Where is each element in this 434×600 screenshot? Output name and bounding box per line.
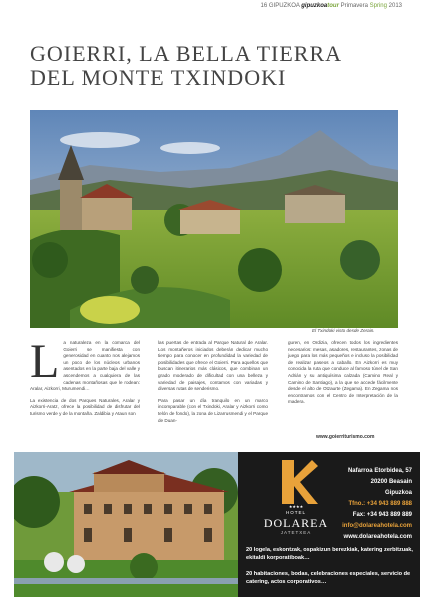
header-year: 2013: [388, 3, 402, 9]
hotel-contact: [342, 466, 412, 543]
logo-hotel-label: HOTEL: [285, 510, 306, 515]
logo-word: DOLAREA: [263, 516, 329, 530]
article-column-1: [30, 335, 140, 423]
paragraph: las puertas de entrada al Parque Natural de Aralar. Los montañeros iniciados deberán dedicar mucho tiempo para conocer en profundidad la variedad de posibilidades que ofrece el Goierri. Para aquellos que buscan itinerarios más clásicos, que combinan un grado moderado de dificultad con una belleza y variedad de paisajes, contamos con variadas y diversas rutas de senderismo.: [158, 340, 268, 392]
paragraph: guren, en Ordizia, ofrecen todos los ingredientes necesarios: mesas, asadores, restaurantes, zonas de juego para los más pequeños e incluso la posibilidad de realizar paseos a caballo. En Aizkorri es muy conocida la ruta que conduce al famoso túnel de San Adrián y su antiquísima calzada (Camino Real y Camino de Santiago), a la que se accede fácilmente desde el alto de Otzaurte (Zegama). En Zegama nos encontramos con el Centro de Interpretación de la madera.: [288, 340, 398, 405]
landscape-photo: [30, 110, 398, 328]
logo-mark-icon: [282, 460, 318, 504]
paragraph: La naturaleza en la comarca del Goierri se manifiesta con generosidad en cuanto nos alejamos un poco de los núcleos urbanos asentados en la parte baja del valle y ascendemos a cualquiera de las cadenas montañosas que le rodean: Aralar, Aizkorri, Murumendi…: [30, 335, 140, 392]
article-column-3: [288, 340, 398, 411]
address-line-1: Nafarroa Etorbidea, 57: [347, 468, 412, 474]
ad-text-spanish: 20 habitaciones, bodas, celebraciones especiales, servicio de catering, actos corporativos…: [246, 571, 411, 585]
drop-cap: L: [30, 335, 60, 388]
header-section: GIPUZKOA: [268, 3, 300, 9]
logo-stars: ★★★★: [288, 504, 304, 509]
hotel-logo: [254, 452, 338, 542]
article-column-2: [158, 340, 268, 429]
email-link[interactable]: info@dolareahotela.com: [342, 523, 412, 529]
title-line-2: DEL MONTE TXINDOKI: [30, 65, 287, 90]
header-brand: gipuzkoatour: [301, 3, 339, 9]
address-line-3: Gipuzkoa: [384, 490, 412, 496]
title-line-1: GOIERRI, LA BELLA TIERRA: [30, 41, 343, 66]
address-line-2: 20200 Beasain: [370, 479, 412, 485]
fax: Fax: +34 943 889 889: [352, 512, 412, 518]
header-season-es: Primavera: [340, 3, 368, 9]
paragraph: La existencia de dos Parques Naturales, Aralar y Aizkorri-Aratz, ofrece la posibilidad de disfrutar del turismo verde y de la montaña. Zaldibia y Ataun son: [30, 397, 140, 416]
header-season-en: Spring: [369, 3, 387, 9]
logo-sub: JATETXEA: [280, 530, 312, 535]
page-header: [261, 3, 402, 9]
page-number: 16: [260, 3, 268, 9]
photo-caption: El Txindoki visto desde Zerain.: [312, 328, 375, 333]
hotel-photo: [14, 452, 238, 597]
website-link[interactable]: www.dolareahotela.com: [343, 534, 412, 540]
ad-text-basque: 20 logela, eskontzak, ospakizun berezkiak, katering zerbitzuak, ekitaldi korporatiboak…: [246, 547, 413, 561]
paragraph: Para pasar un día tranquilo en un marco incomparable (con el Txindoki, Aralar y Aizkorri como telón de fondo), la zona de Lizarrusmendi y el Parque de Duan-: [158, 397, 268, 423]
article-title: [30, 42, 410, 90]
phone: Tfno.: +34 943 889 888: [348, 501, 412, 507]
hotel-advertisement: [14, 452, 420, 597]
website-link[interactable]: www.goierriturismo.com: [316, 434, 375, 440]
